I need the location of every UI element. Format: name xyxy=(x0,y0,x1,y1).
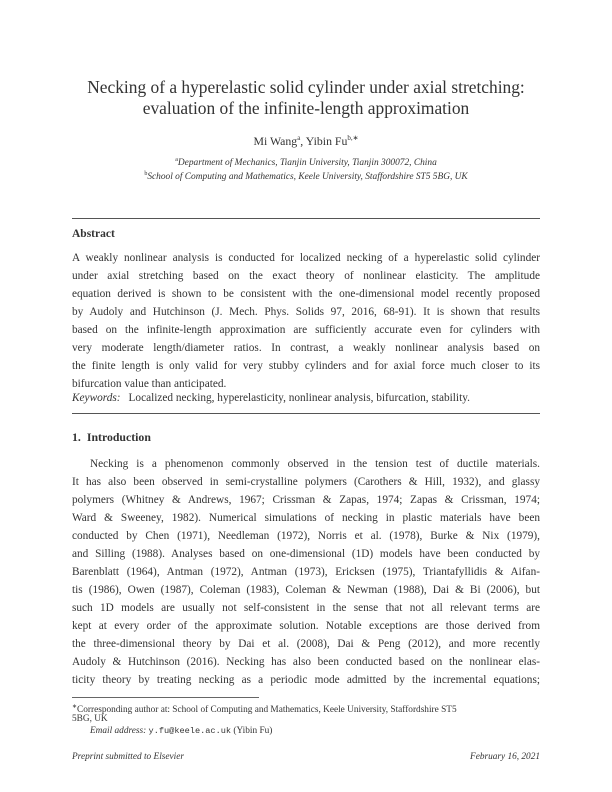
abstract-line: equation derived is shown to be consistent with the one-dimensional model recently proposed xyxy=(72,288,540,300)
body-line: Barenblatt (1964), Antman (1972), Antman (1973), Ericksen (1975), Triantafyllidis & Aifan- xyxy=(72,566,540,578)
paper-title xyxy=(40,77,572,119)
footnote-text: Corresponding author at: School of Computing and Mathematics, Keele University, Staffordshire ST5 xyxy=(77,705,457,715)
affiliation-b xyxy=(0,171,612,182)
affiliation-mark: b xyxy=(144,171,148,177)
affiliation-text: Department of Mechanics, Tianjin University, Tianjin 300072, China xyxy=(177,158,437,168)
affiliation-mark: a xyxy=(175,157,178,163)
author-name: Mi Wang xyxy=(253,134,298,148)
affiliation-a xyxy=(0,157,612,168)
title-line-2: evaluation of the infinite-length approximation xyxy=(142,98,470,118)
author-list xyxy=(0,134,612,149)
affiliation-text: School of Computing and Mathematics, Keele University, Staffordshire ST5 5BG, UK xyxy=(147,172,468,182)
body-line: Audoly & Hutchinson (2016). Necking has also been conducted based on the nonlinear elas- xyxy=(72,656,540,668)
keywords-text: Localized necking, hyperelasticity, nonlinear analysis, bifurcation, stability. xyxy=(128,392,470,404)
author-affil-mark: b,∗ xyxy=(347,134,359,142)
abstract-line: under axial stretching based on the exact theory of nonlinear elasticity. The amplitude xyxy=(72,270,540,282)
keywords xyxy=(72,392,470,404)
title-line-1: Necking of a hyperelastic solid cylinder under axial stretching: xyxy=(87,77,525,97)
email-link[interactable]: y.fu@keele.ac.uk xyxy=(148,726,232,736)
abstract-line: bifurcation value than anticipated. xyxy=(72,378,227,390)
footnote-rule xyxy=(72,697,259,698)
author-separator: , xyxy=(300,134,306,148)
abstract-line: based on the infinite-length approximation are sufficiently accurate even for cylinders with xyxy=(72,324,540,336)
section-title: Introduction xyxy=(86,430,151,444)
section-heading-introduction xyxy=(72,430,151,445)
body-line: It has also been observed in semi-crystalline polymers (Carothers & Hill, 1932), and glassy xyxy=(72,476,540,488)
footer-preprint-note: Preprint submitted to Elsevier xyxy=(72,752,184,762)
body-line: Necking is a phenomenon commonly observed in the tension test of ductile materials. xyxy=(90,458,540,470)
section-number: 1. xyxy=(72,430,81,444)
body-line: kept at every order of the approximate solution. Notable exceptions are those derived from xyxy=(72,620,540,632)
abstract-line: A weakly nonlinear analysis is conducted for localized necking of a hyperelastic solid cylinder xyxy=(72,252,540,264)
abstract-line: by Audoly and Hutchinson (J. Mech. Phys. Solids 97, 2016, 68-91). It is shown that results xyxy=(72,306,540,318)
body-line: polymers (Whitney & Andrews, 1967; Crissman & Zapas, 1974; Zapas & Crissman, 1974; xyxy=(72,494,540,506)
body-line: ticity theory by treating necking as a periodic mode admitted by the incremental equations; xyxy=(72,674,540,686)
abstract-top-rule xyxy=(72,218,540,219)
footer-date: February 16, 2021 xyxy=(470,752,540,762)
abstract-line: the finite length is only valid for very stubby cylinders and for axial force much closer to its xyxy=(72,360,540,372)
body-line: Ward & Sweeney, 1982). Numerical simulations of necking in plastic materials have been xyxy=(72,512,540,524)
abstract-bottom-rule xyxy=(72,413,540,414)
email-owner: (Yibin Fu) xyxy=(233,726,273,736)
email-label: Email address: xyxy=(90,726,147,736)
body-line: such 1D models are usually not self-consistent in the sense that not all relevant terms are xyxy=(72,602,540,614)
keywords-label: Keywords: xyxy=(72,392,121,404)
author-affil-mark: a xyxy=(297,134,301,142)
author-name: Yibin Fu xyxy=(305,134,348,148)
footnote-continuation: 5BG, UK xyxy=(72,714,108,724)
body-line: and Silling (1988). Analyses based on one-dimensional (1D) models have been conducted by xyxy=(72,548,540,560)
footnote-email xyxy=(90,725,558,737)
body-line: conducted by Chen (1971), Needleman (1972), Norris et al. (1978), Burke & Nix (1979), xyxy=(72,530,540,542)
body-line: the three-dimensional theory by Dai et al. (2008), Dai & Peng (2012), and more recently xyxy=(72,638,540,650)
footnote-mark: ∗ xyxy=(72,704,78,710)
body-line: tis (1986), Owen (1987), Coleman (1983), Coleman & Newman (1988), Dai & Bi (2006), but xyxy=(72,584,540,596)
abstract-line: very moderate length/diameter ratios. In contrast, a weakly nonlinear analysis based on xyxy=(72,342,540,354)
abstract-heading: Abstract xyxy=(72,228,115,240)
